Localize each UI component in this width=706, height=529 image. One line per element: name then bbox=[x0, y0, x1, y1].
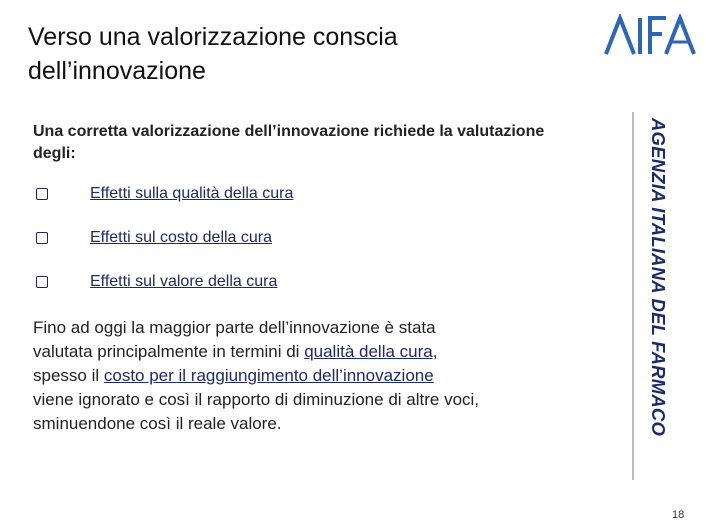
summary-paragraph bbox=[33, 316, 623, 436]
bullet-item bbox=[36, 227, 272, 249]
intro-text bbox=[33, 121, 623, 165]
para-line-5: sminuendone così il reale valore. bbox=[33, 414, 282, 433]
para-line-1: Fino ad oggi la maggior parte dell’innovazione è stata bbox=[33, 318, 436, 337]
link-quality-of-care[interactable]: qualità della cura, bbox=[304, 342, 438, 361]
title-line-1: Verso una valorizzazione conscia bbox=[28, 23, 398, 51]
aifa-logo bbox=[602, 14, 698, 58]
intro-line-2: degli: bbox=[33, 145, 76, 162]
aifa-logo-icon bbox=[602, 14, 698, 58]
bullet-link-cost[interactable]: Effetti sul costo della cura bbox=[90, 229, 273, 246]
bullet-link-value[interactable]: Effetti sul valore della cura bbox=[90, 273, 278, 290]
vertical-divider bbox=[632, 112, 634, 480]
bullet-link-quality[interactable]: Effetti sulla qualità della cura bbox=[90, 185, 294, 202]
slide-title bbox=[28, 20, 588, 88]
bullet-item bbox=[36, 183, 293, 205]
para-line-3-text: spesso il bbox=[33, 366, 104, 385]
bullet-item bbox=[36, 271, 277, 293]
checkbox-bullet-icon bbox=[36, 232, 48, 244]
checkbox-bullet-icon bbox=[36, 188, 48, 200]
checkbox-bullet-icon bbox=[36, 276, 48, 288]
para-line-2 bbox=[33, 340, 623, 364]
para-line-2-text: valutata principalmente in termini di bbox=[33, 342, 305, 361]
link-cost-of-innovation[interactable]: costo per il raggiungimento dell’innovazione bbox=[103, 366, 434, 385]
para-line-4: viene ignorato e così il rapporto di diminuzione di altre voci, bbox=[33, 390, 480, 409]
title-line-2: dell’innovazione bbox=[28, 57, 206, 85]
side-agency-label: AGENZIA ITALIANA DEL FARMACO bbox=[648, 118, 669, 437]
intro-line-1: Una corretta valorizzazione dell’innovazione richiede la valutazione bbox=[33, 123, 545, 140]
para-line-3 bbox=[33, 364, 623, 388]
page-number: 18 bbox=[672, 509, 685, 521]
